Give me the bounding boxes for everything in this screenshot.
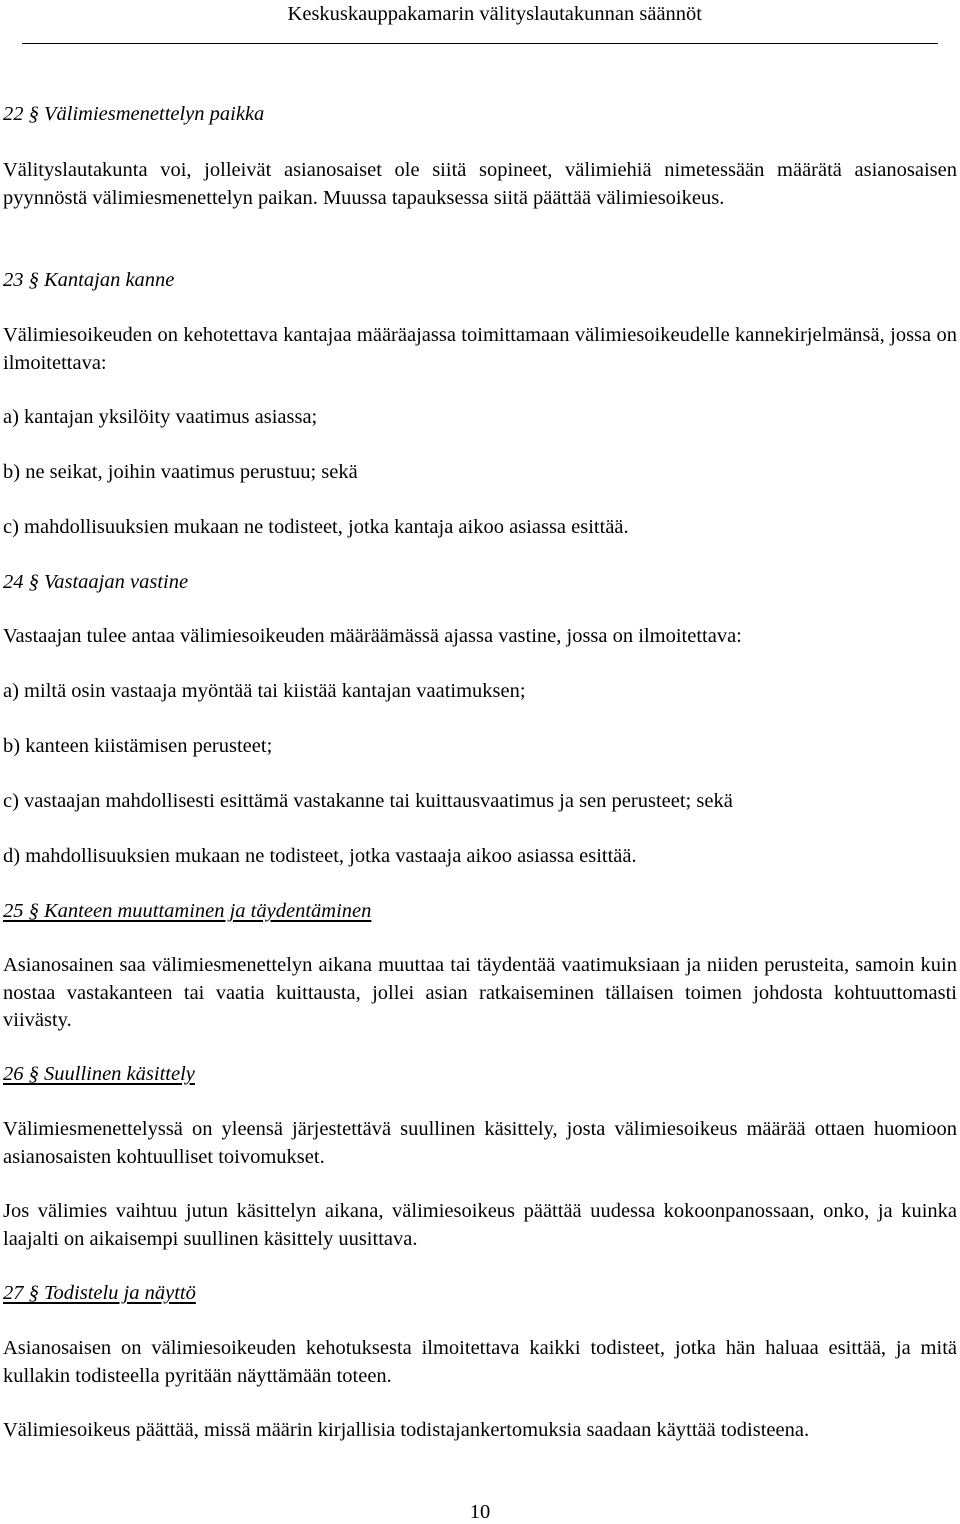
section-heading-25-text: 25 § Kanteen muuttaminen ja täydentäminen bbox=[3, 900, 372, 922]
section-24-intro: Vastaajan tulee antaa välimiesoikeuden määräämässä ajassa vastine, jossa on ilmoitettava: bbox=[3, 625, 742, 647]
section-heading-27 bbox=[3, 1280, 957, 1308]
section-26-paragraph-1: Välimiesmenettelyssä on yleensä järjestettävä suullinen käsittely, josta välimiesoikeus määrää ottaen huomioon asianosaisten kohtuulliset toivomukset. bbox=[3, 1118, 957, 1168]
section-heading-22: 22 § Välimiesmenettelyn paikka bbox=[3, 103, 265, 125]
section-heading-25 bbox=[3, 898, 957, 926]
section-23-item-c: c) mahdollisuuksien mukaan ne todisteet, jotka kantaja aikoo asiassa esittää. bbox=[3, 516, 629, 538]
section-23-item-a: a) kantajan yksilöity vaatimus asiassa; bbox=[3, 406, 318, 428]
section-26-paragraph-2: Jos välimies vaihtuu jutun käsittelyn aikana, välimiesoikeus päättää uudessa kokoonpanossaan, onko, ja kuinka laajalti on aikaisempi suullinen käsittely uusittava. bbox=[3, 1200, 957, 1250]
section-27-paragraph-2: Välimiesoikeus päättää, missä määrin kirjallisia todistajankertomuksia saadaan käyttää todisteena. bbox=[3, 1419, 810, 1441]
section-heading-24: 24 § Vastaajan vastine bbox=[3, 571, 189, 593]
section-heading-27-text: 27 § Todistelu ja näyttö bbox=[3, 1282, 196, 1304]
running-header bbox=[0, 0, 960, 48]
section-23-intro: Välimiesoikeuden on kehotettava kantajaa määräajassa toimittamaan välimiesoikeudelle kannekirjelmänsä, jossa on ilmoitettava: bbox=[3, 324, 957, 374]
document-title: Keskuskauppakamarin välityslautakunnan säännöt bbox=[287, 3, 702, 25]
section-24-item-c: c) vastaajan mahdollisesti esittämä vastakanne tai kuittausvaatimus ja sen perusteet; sekä bbox=[3, 790, 733, 812]
header-rule bbox=[22, 43, 938, 44]
section-heading-23: 23 § Kantajan kanne bbox=[3, 269, 175, 291]
section-heading-26-text: 26 § Suullinen käsittely bbox=[3, 1063, 195, 1085]
section-heading-26 bbox=[3, 1061, 957, 1089]
section-22-paragraph: Välityslautakunta voi, jolleivät asianosaiset ole siitä sopineet, välimiehiä nimetessään määrätä asianosaisen pyynnöstä välimiesmenettelyn paikan. Muussa tapauksessa siitä päättää välimiesoikeus. bbox=[3, 159, 957, 209]
section-27-paragraph-1: Asianosaisen on välimiesoikeuden kehotuksesta ilmoitettava kaikki todisteet, jotka hän haluaa esittää, ja mitä kullakin todisteella pyritään näyttämään toteen. bbox=[3, 1337, 957, 1387]
section-24-item-d: d) mahdollisuuksien mukaan ne todisteet, jotka vastaaja aikoo asiassa esittää. bbox=[3, 845, 637, 867]
section-24-item-a: a) miltä osin vastaaja myöntää tai kiistää kantajan vaatimuksen; bbox=[3, 680, 526, 702]
section-24-item-b: b) kanteen kiistämisen perusteet; bbox=[3, 735, 273, 757]
page-number: 10 bbox=[469, 1501, 491, 1523]
section-25-paragraph: Asianosainen saa välimiesmenettelyn aikana muuttaa tai täydentää vaatimuksiaan ja niiden perusteita, samoin kuin nostaa vastakanteen tai vaatia kuittausta, jollei asian ratkaiseminen tällaisen toimen johdosta kohtuuttomasti viivästy. bbox=[3, 954, 957, 1031]
section-23-item-b: b) ne seikat, joihin vaatimus perustuu; sekä bbox=[3, 461, 358, 483]
